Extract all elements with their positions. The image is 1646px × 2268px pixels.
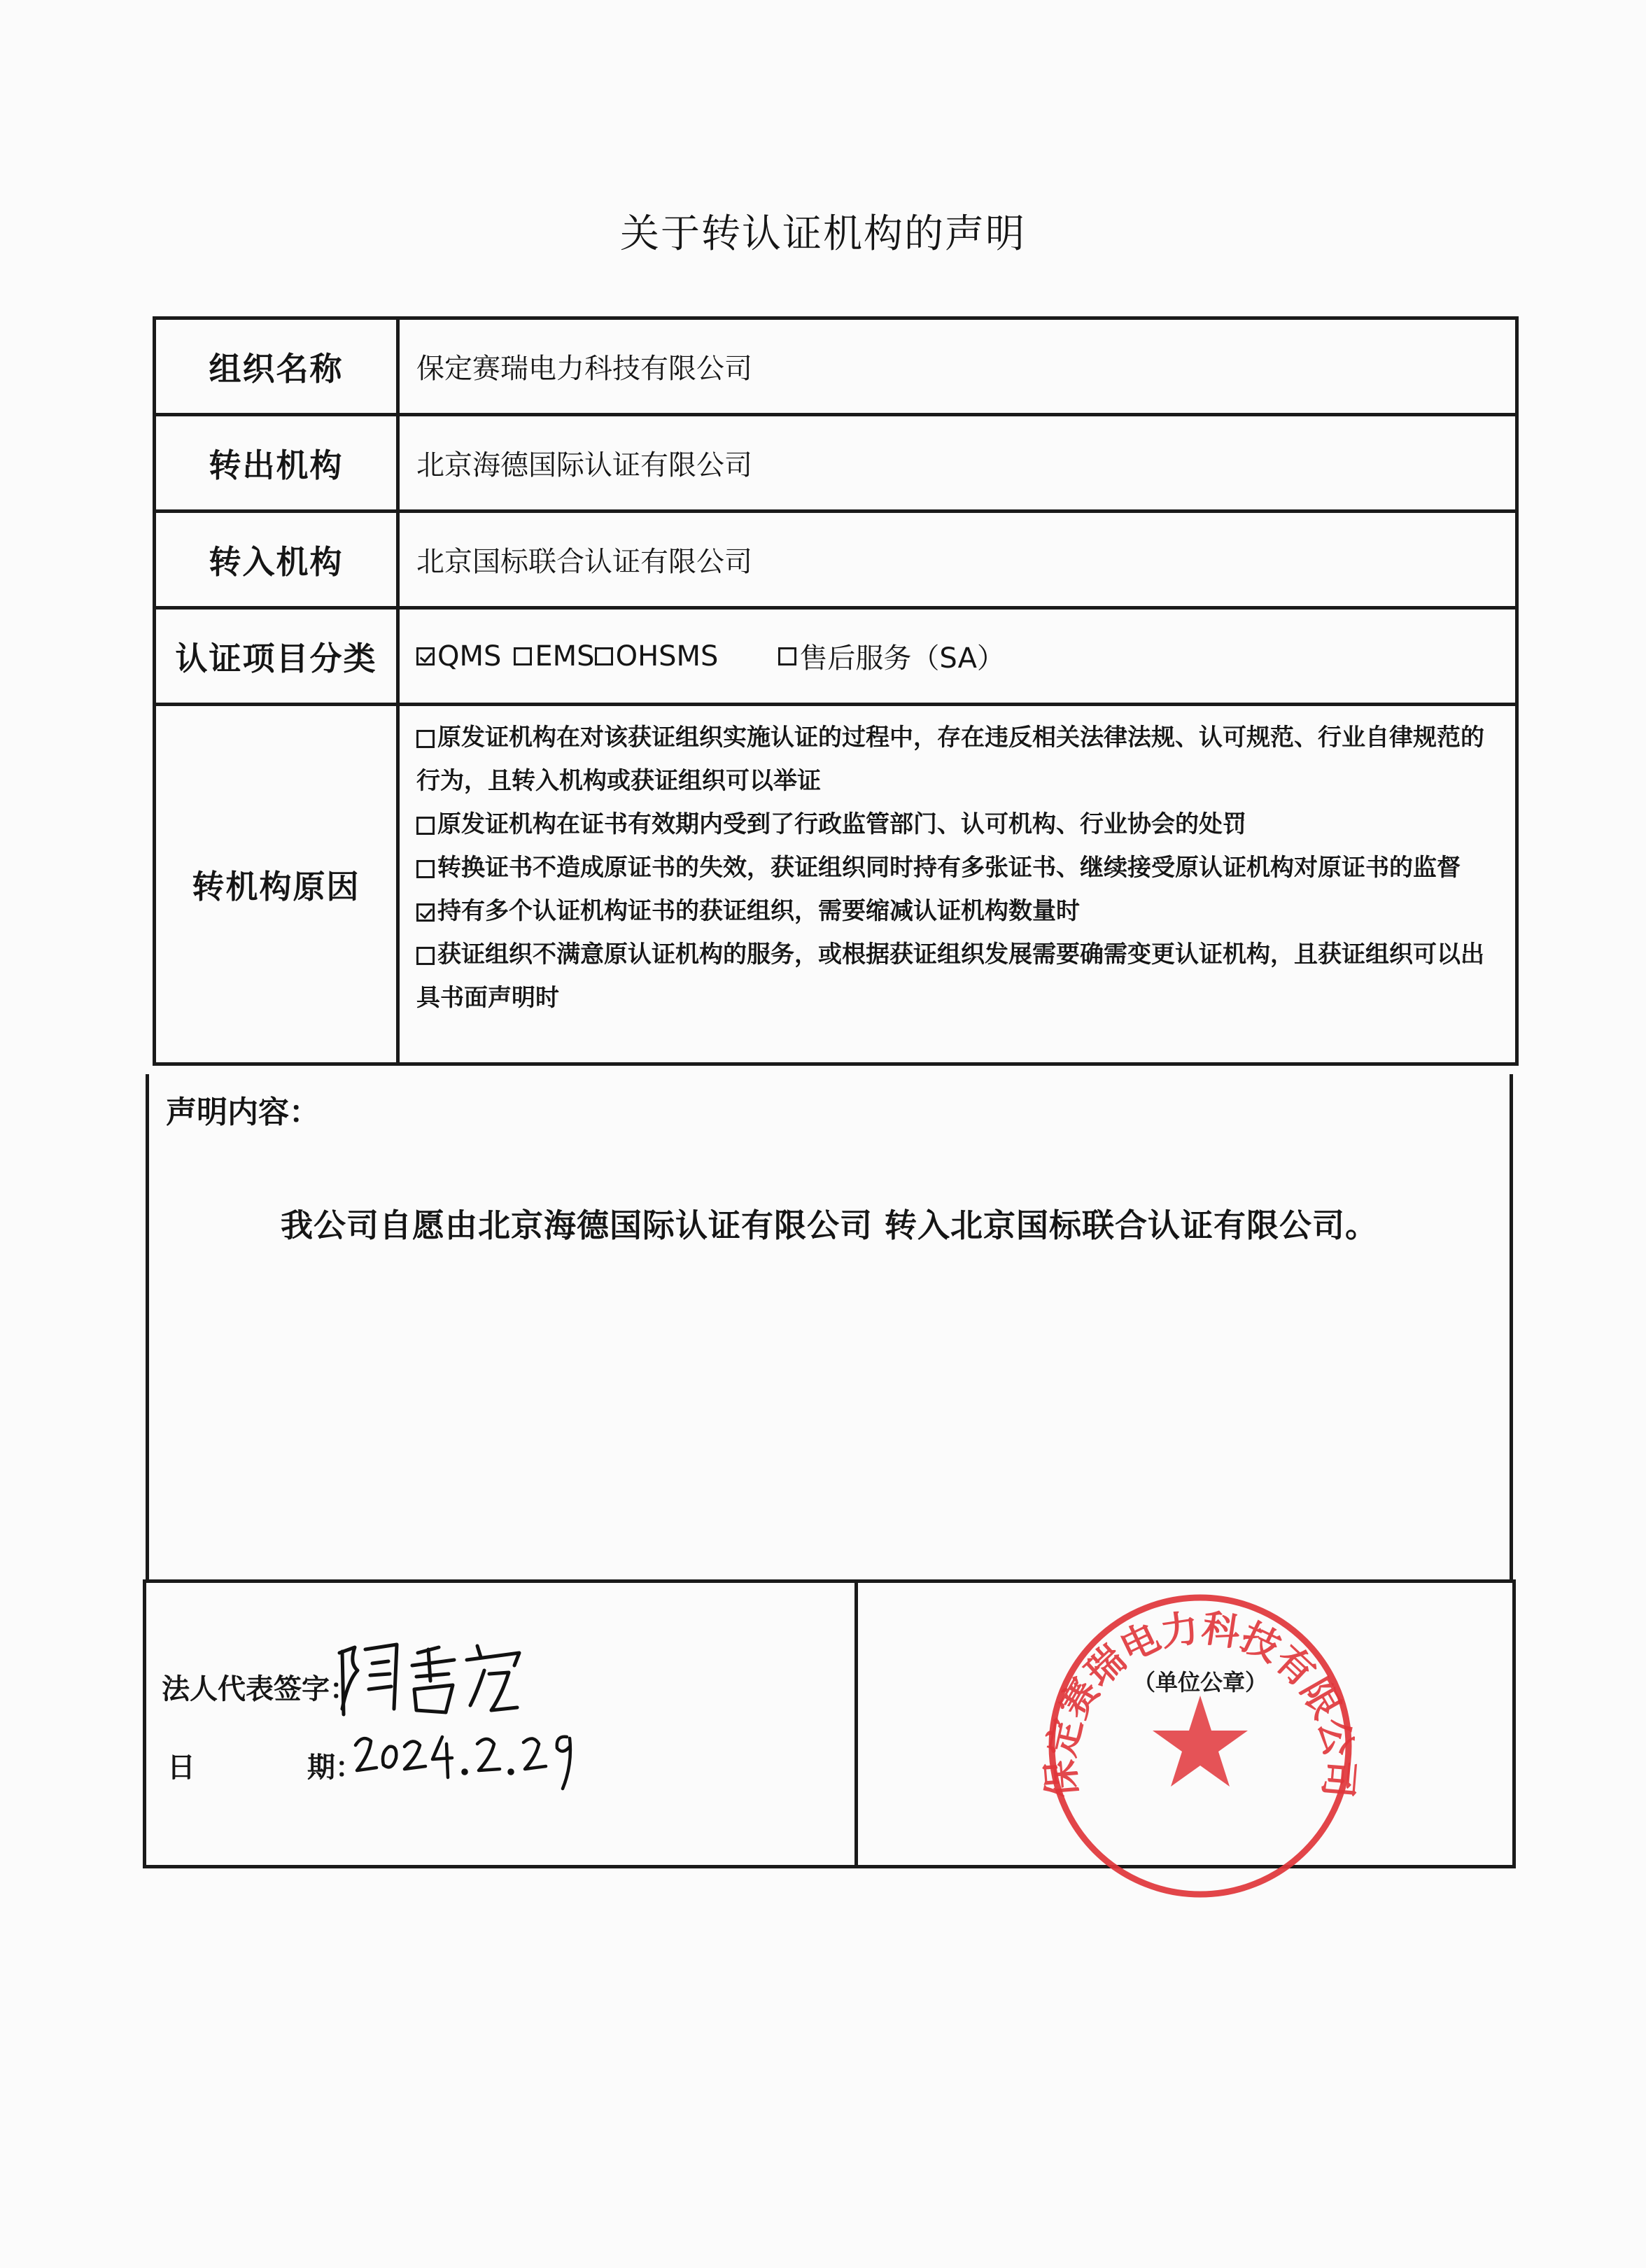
- from-body-value: 北京海德国际认证有限公司: [398, 415, 1517, 512]
- row-from-body: [155, 415, 1517, 512]
- signer-label: 法人代表签字：: [162, 1673, 358, 1705]
- categories-options: [416, 636, 1515, 676]
- seal-star-icon: [1153, 1696, 1248, 1787]
- categories-label: 认证项目分类: [155, 608, 398, 705]
- checkbox-empty-icon[interactable]: [514, 647, 532, 665]
- signature-divider: [854, 1583, 858, 1865]
- to-body-value: 北京国标联合认证有限公司: [398, 512, 1517, 608]
- reasons-list: [398, 705, 1517, 1064]
- reason-item[interactable]: [416, 716, 1498, 803]
- reason-text: 持有多个认证机构证书的获证组织，需要缩减认证机构数量时: [437, 897, 1080, 925]
- checkbox-checked-icon[interactable]: [416, 903, 435, 922]
- org-name-value: 保定赛瑞电力科技有限公司: [398, 318, 1517, 415]
- seal-caption: （单位公章）: [1132, 1669, 1268, 1696]
- reason-item[interactable]: [416, 803, 1498, 846]
- from-body-label: 转出机构: [155, 415, 398, 512]
- reason-item[interactable]: [416, 889, 1498, 933]
- row-reasons: [155, 705, 1517, 1064]
- reason-text: 原发证机构在证书有效期内受到了行政监管部门、认可机构、行业协会的处罚: [437, 810, 1246, 838]
- category-sa-label: 售后服务（SA）: [799, 642, 1005, 675]
- checkbox-empty-icon[interactable]: [416, 817, 435, 835]
- category-qms[interactable]: [416, 640, 501, 672]
- page-title: 关于转认证机构的声明: [620, 211, 1026, 257]
- seal-company-text: 保定赛瑞电力科技有限公司: [1038, 1605, 1363, 1800]
- checkbox-empty-icon[interactable]: [416, 860, 435, 878]
- row-to-body: [155, 512, 1517, 608]
- statement-box: [146, 1074, 1513, 1579]
- category-ohsms-label: OHSMS: [615, 640, 719, 672]
- row-categories: [155, 608, 1517, 705]
- category-sa[interactable]: [778, 636, 1005, 676]
- checkbox-empty-icon[interactable]: [416, 947, 435, 965]
- org-name-label: 组织名称: [155, 318, 398, 415]
- category-ohsms[interactable]: [595, 640, 719, 672]
- date-label-part2: 期：: [307, 1752, 363, 1784]
- statement-text: 我公司自愿由北京海德国际认证有限公司 转入北京国标联合认证有限公司。: [280, 1206, 1378, 1244]
- reasons-label: 转机构原因: [155, 705, 398, 1064]
- reason-text: 获证组织不满意原认证机构的服务，或根据获证组织发展需要确需变更认证机构，且获证组织可以出具书面声明时: [416, 941, 1484, 1012]
- handwritten-signature: [334, 1632, 544, 1723]
- category-ems[interactable]: [514, 640, 594, 672]
- date-label-part1: 日: [167, 1752, 195, 1784]
- checkbox-empty-icon[interactable]: [778, 647, 796, 665]
- to-body-label: 转入机构: [155, 512, 398, 608]
- reason-item[interactable]: [416, 933, 1498, 1020]
- row-org-name: [155, 318, 1517, 415]
- statement-label: 声明内容：: [166, 1094, 320, 1130]
- categories-value: [398, 608, 1517, 705]
- info-table: [153, 316, 1519, 1066]
- reason-text: 原发证机构在对该获证组织实施认证的过程中，存在违反相关法律法规、认可规范、行业自律规范的行为，且转入机构或获证组织可以举证: [416, 724, 1484, 795]
- handwritten-date: [353, 1716, 584, 1793]
- checkbox-checked-icon[interactable]: [416, 647, 435, 665]
- checkbox-empty-icon[interactable]: [595, 647, 613, 665]
- category-ems-label: EMS: [535, 640, 595, 672]
- reason-item[interactable]: [416, 846, 1498, 889]
- reason-text: 转换证书不造成原证书的失效，获证组织同时持有多张证书、继续接受原认证机构对原证书的监督: [437, 854, 1461, 882]
- category-qms-label: QMS: [437, 640, 502, 672]
- company-seal: [1032, 1578, 1368, 1914]
- checkbox-empty-icon[interactable]: [416, 730, 435, 748]
